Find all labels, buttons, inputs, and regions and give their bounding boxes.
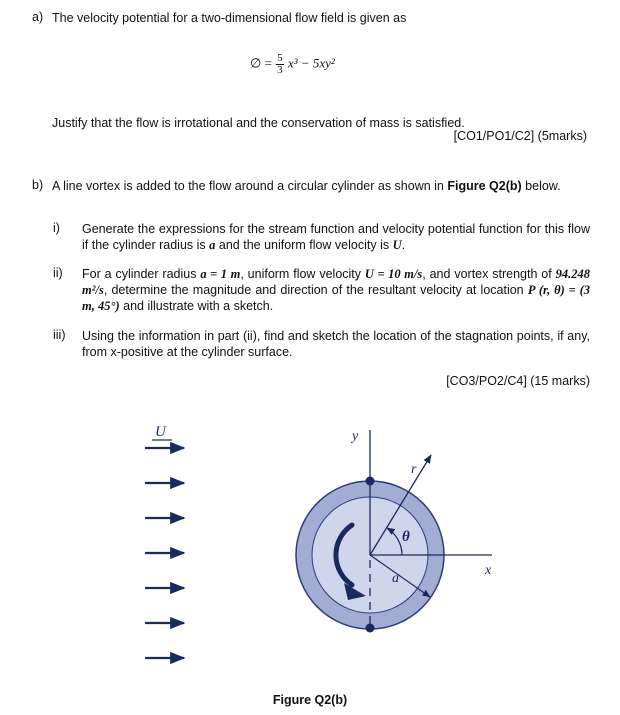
part-a-task: Justify that the flow is irrotational and the conservation of mass is satisfied. bbox=[52, 116, 465, 130]
item-i-math-u: U bbox=[392, 238, 402, 252]
part-b-intro-suffix: below. bbox=[525, 179, 561, 193]
theta-label: θ bbox=[402, 529, 410, 545]
item-ii-math-vortex: 94.248 m²/s bbox=[82, 267, 590, 297]
item-i-text-3: . bbox=[401, 238, 406, 252]
figure-reference: Figure Q2(b) bbox=[447, 179, 522, 193]
part-a-intro: The velocity potential for a two-dimensional flow field is given as bbox=[52, 11, 407, 25]
item-ii-text-1: For a cylinder radius bbox=[82, 267, 197, 281]
item-i-text-1: Generate the expressions for the stream function and velocity potential function for this flow if the cylinder radius is bbox=[82, 222, 590, 252]
x-label: x bbox=[485, 563, 492, 578]
item-ii-text-2: , uniform flow velocity bbox=[240, 267, 362, 281]
y-label: y bbox=[352, 429, 359, 444]
part-b-marks: [CO3/PO2/C4] (15 marks) bbox=[446, 374, 590, 388]
item-ii-text-3: , and vortex strength of bbox=[422, 267, 552, 281]
item-ii-math-radius: a = 1 m bbox=[200, 267, 241, 281]
item-iii-text: Using the information in part (ii), find and sketch the location of the stagnation points, if any, from x-positive at the cylinder surface. bbox=[82, 329, 590, 359]
item-i-math-a: a bbox=[209, 238, 216, 252]
bottom-point bbox=[366, 624, 375, 633]
equation-rhs: x³ − 5xy² bbox=[287, 55, 335, 71]
top-point bbox=[366, 477, 375, 486]
part-b-label: b) bbox=[32, 178, 44, 192]
item-i-number: i) bbox=[53, 221, 60, 235]
equation-lhs: ∅ = bbox=[250, 55, 272, 71]
a-label: a bbox=[392, 571, 399, 586]
u-label: U bbox=[155, 424, 166, 440]
part-b-intro-text: A line vortex is added to the flow around a circular cylinder as shown in bbox=[52, 179, 444, 193]
item-i-text-2: and the uniform flow velocity is bbox=[218, 238, 390, 252]
part-a-marks: [CO1/PO1/C2] (5marks) bbox=[453, 129, 587, 143]
item-ii-math-location: P (r, θ) = (3 m, 45°) bbox=[82, 283, 590, 313]
item-ii-text-5: and illustrate with a sketch. bbox=[123, 299, 274, 313]
item-ii-text-4: , determine the magnitude and direction of the resultant velocity at location bbox=[103, 283, 524, 297]
figure-caption: Figure Q2(b) bbox=[272, 693, 348, 707]
part-a-label: a) bbox=[32, 10, 44, 24]
item-ii-number: ii) bbox=[53, 266, 63, 280]
r-label: r bbox=[411, 462, 417, 477]
uniform-flow-arrows bbox=[145, 448, 184, 658]
item-iii-number: iii) bbox=[53, 328, 66, 342]
item-ii-math-velocity: U = 10 m/s bbox=[364, 267, 423, 281]
equation-fraction-denominator: 3 bbox=[277, 64, 283, 76]
equation-fraction-numerator: 5 bbox=[277, 52, 283, 64]
